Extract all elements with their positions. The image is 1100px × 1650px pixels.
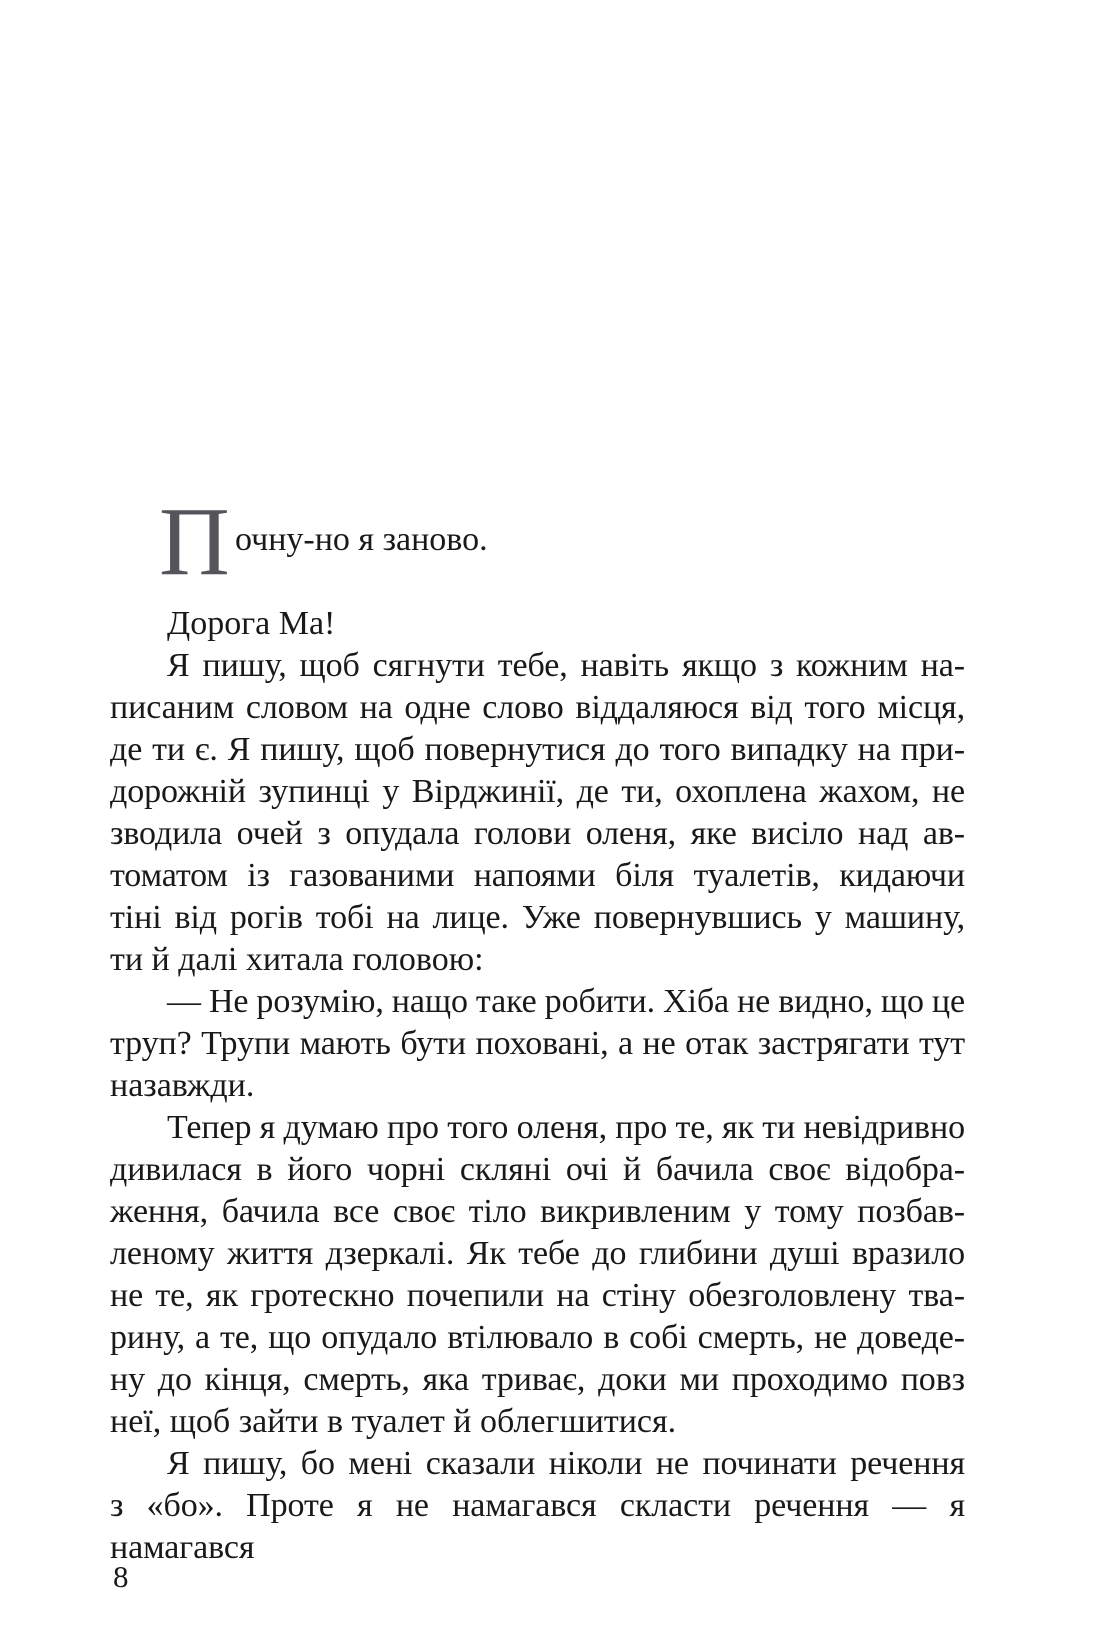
text-line: Я пишу, щоб сягнути тебе, навіть якщо з кожним на-	[167, 647, 965, 684]
text-line: леному життя дзеркалі. Як тебе до глибини душі вразило	[110, 1235, 965, 1272]
text-line: томатом із газованими напоями біля туалетів, кидаючи	[110, 857, 965, 894]
text-line: зводила очей з опудала голови оленя, яке висіло над ав-	[110, 815, 965, 852]
drop-cap: П	[159, 488, 230, 596]
opening-paragraph	[110, 488, 965, 605]
text-line: ну до кінця, смерть, яка триває, доки ми проходимо повз	[110, 1361, 965, 1398]
page-number: 8	[113, 1559, 129, 1594]
text-line-salutation: Дорога Ма!	[167, 605, 336, 642]
text-line: дорожній зупинці у Вірджинії, де ти, охоплена жахом, не	[110, 773, 965, 810]
text-line: рину, а те, що опудало втілювало в собі смерть, не доведе-	[110, 1319, 965, 1356]
text-line: писаним словом на одне слово віддаляюся від того місця,	[110, 689, 965, 726]
text-line: неї, щоб зайти в туалет й облегшитися.	[110, 1403, 677, 1440]
text-line: ти й далі хитала головою:	[110, 941, 484, 978]
opening-line: очну-но я заново.	[235, 521, 488, 558]
text-line: назавжди.	[110, 1067, 255, 1104]
text-line: де ти є. Я пишу, щоб повернутися до того випадку на при-	[110, 731, 965, 768]
body-text	[110, 603, 965, 1566]
text-line: тіні від рогів тобі на лице. Уже повернувшись у машину,	[110, 899, 965, 936]
text-line: Я пишу, бо мені сказали ніколи не починати речення	[167, 1445, 965, 1482]
text-line: Тепер я думаю про того оленя, про те, як ти невідривно	[167, 1109, 965, 1146]
text-line: труп? Трупи мають бути поховані, а не отак застрягати тут	[110, 1025, 965, 1062]
text-line: не те, як гротескно почепили на стіну обезголовлену тва-	[110, 1277, 965, 1314]
text-line: з «бо». Проте я не намагався скласти речення — я намагався	[110, 1487, 965, 1566]
text-line: ження, бачила все своє тіло викривленим у тому позбав-	[110, 1193, 965, 1230]
text-line: дивилася в його чорні скляні очі й бачила своє відобра-	[110, 1151, 965, 1188]
text-line-dialogue: — Не розумію, нащо таке робити. Хіба не видно, що це	[167, 983, 965, 1020]
